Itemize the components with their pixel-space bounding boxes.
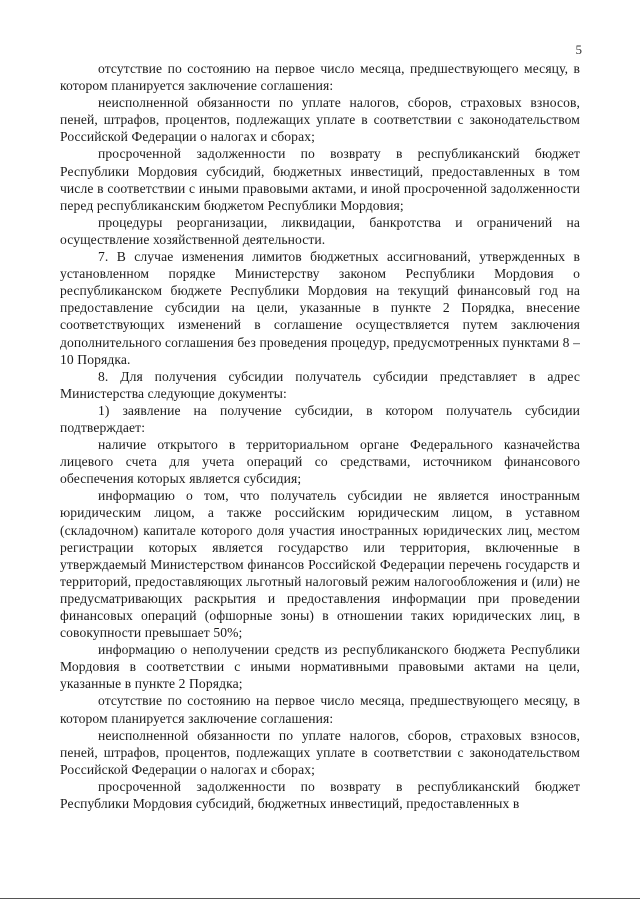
paragraph: процедуры реорганизации, ликвидации, банкротства и ограничений на осуществление хозяйственной деятельности. <box>60 214 580 247</box>
paragraph: неисполненной обязанности по уплате налогов, сборов, страховых взносов, пеней, штрафов, процентов, подлежащих уплате в соответствии с законодательством Российской Федерации о налогах и сборах; <box>60 727 580 777</box>
paragraph: наличие открытого в территориальном органе Федерального казначейства лицевого счета для учета операций со средствами, источником финансового обеспечения которых является субсидия; <box>60 437 580 487</box>
scan-edge-line <box>0 898 640 899</box>
paragraph-item-7: 7. В случае изменения лимитов бюджетных ассигнований, утвержденных в установленном порядке Министерству законом Республики Мордовия о республиканском бюджете Республики Мордовия на текущий финансовый год на предоставление субсидии на цели, указанные в пункте 2 Порядка, внесение соответствующих изменений в соглашение осуществляется путем заключения дополнительного соглашения без проведения процедур, предусмотренных пунктами 8 – 10 Порядка. <box>60 249 580 367</box>
page-number: 5 <box>575 42 582 57</box>
paragraph: просроченной задолженности по возврату в республиканский бюджет Республики Мордовия субсидий, бюджетных инвестиций, предоставленных в <box>60 778 580 812</box>
paragraph: 1) заявление на получение субсидии, в котором получатель субсидии подтверждает: <box>60 402 580 435</box>
paragraph: отсутствие по состоянию на первое число месяца, предшествующего месяцу, в котором планируется заключение соглашения: <box>60 693 580 726</box>
paragraph: неисполненной обязанности по уплате налогов, сборов, страховых взносов, пеней, штрафов, процентов, подлежащих уплате в соответствии с законодательством Российской Федерации о налогах и сборах; <box>60 95 580 145</box>
paragraph: просроченной задолженности по возврату в республиканский бюджет Республики Мордовия субсидий, бюджетных инвестиций, предоставленных в том числе в соответствии с иными правовыми актами, и иной просроченной задолженности перед республиканским бюджетом Республики Мордовия; <box>60 146 580 213</box>
paragraph: отсутствие по состоянию на первое число месяца, предшествующего месяцу, в котором планируется заключение соглашения: <box>60 61 580 94</box>
paragraph: информацию о неполучении средств из республиканского бюджета Республики Мордовия в соответствии с иными нормативными правовыми актами на цели, указанные в пункте 2 Порядка; <box>60 642 580 692</box>
document-body <box>60 60 580 812</box>
paragraph: информацию о том, что получатель субсидии не является иностранным юридическим лицом, а также российским юридическим лицом, в уставном (складочном) капитале которого доля участия иностранных юридических лиц, местом регистрации которых является государство или территория, включенные в утверждаемый Министерством финансов Российской Федерации перечень государств и территорий, предоставляющих льготный налоговый режим налогообложения и (или) не предусматривающих раскрытия и предоставления информации при проведении финансовых операций (офшорные зоны) в отношении таких юридических лиц, в совокупности превышает 50%; <box>60 488 580 641</box>
paragraph-item-8: 8. Для получения субсидии получатель субсидии представляет в адрес Министерства следующие документы: <box>60 368 580 401</box>
